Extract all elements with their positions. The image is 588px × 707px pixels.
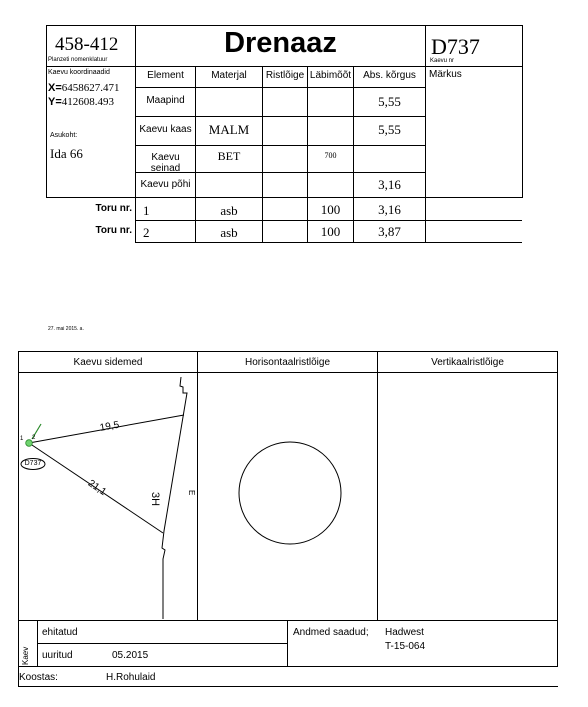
row-elevation: 5,55: [378, 94, 401, 109]
pipe-elevation: 3,87: [378, 224, 401, 239]
pipe-material: asb: [220, 203, 238, 218]
horizontal-section-circle: [239, 442, 341, 544]
y-value: 412608.493: [61, 96, 115, 108]
row-material: BET: [217, 149, 241, 163]
author-name: H.Rohulaid: [106, 672, 156, 683]
pipe-diameter: 100: [320, 224, 341, 239]
pipe-diameter: 100: [320, 202, 341, 217]
pipe-nr: 2: [143, 225, 150, 240]
job-number: T-15-064: [385, 641, 426, 652]
row-material: MALM: [208, 122, 250, 137]
surveyed-date: 05.2015: [112, 650, 149, 661]
row-element: Kaevu põhi: [140, 179, 191, 190]
y-label: Y=: [48, 96, 62, 108]
remarks-label: Märkus: [429, 69, 462, 80]
header-horizontal-section: Horisontaalristlõige: [244, 357, 331, 368]
location-value: Ida 66: [50, 146, 83, 161]
col-material: Materjal: [211, 70, 247, 81]
col-section: Ristlõige: [265, 70, 305, 81]
building-label: [147, 492, 165, 506]
dimension-21-1: 21,1: [85, 478, 109, 499]
building-label-main: 3H: [149, 492, 161, 507]
row-element: Kaevu seinad: [150, 152, 181, 174]
built-label: ehitatud: [42, 627, 78, 638]
location-label: Asukoht:: [50, 132, 78, 139]
col-elevation: Abs. kõrgus: [363, 70, 416, 81]
surveyed-label: uuritud: [42, 650, 73, 661]
building-label-sub: E: [187, 490, 196, 496]
data-from-label: Andmed saadud;: [293, 627, 369, 638]
row-elevation: 3,16: [378, 177, 401, 192]
page-title: Drenaaz: [224, 27, 337, 59]
col-diameter: Läbimõõt: [309, 70, 352, 81]
point-2-label: 2: [32, 435, 36, 441]
well-tag: D737: [24, 460, 42, 467]
header-well-links: Kaevu sidemed: [73, 357, 143, 368]
col-element: Element: [147, 70, 184, 81]
x-value: 6458627.471: [61, 82, 120, 94]
pipe-elevation: 3,16: [378, 202, 401, 217]
row-elevation: 5,55: [378, 122, 401, 137]
pipe-label: Toru nr.: [95, 203, 132, 214]
well-id: D737: [431, 34, 480, 59]
author-label: Koostas:: [19, 672, 58, 683]
well-id-label: Kaevu nr: [430, 58, 455, 64]
row-element: Kaevu kaas: [139, 124, 192, 135]
building-outline: [162, 377, 187, 619]
dimension-19-5: 19,5: [99, 419, 121, 434]
pipe-nr: 1: [143, 203, 150, 218]
pipe-label: Toru nr.: [95, 225, 132, 236]
row-element: Maapind: [146, 95, 185, 106]
row-diameter: 700: [324, 151, 337, 160]
header-vertical-section: Vertikaalristlõige: [431, 357, 504, 368]
nomenclature-number: 458-412: [55, 34, 119, 55]
company-name: Hadwest: [385, 627, 424, 638]
document-date: 27. mai 2015. a.: [48, 326, 84, 332]
pipe-material: asb: [220, 225, 238, 240]
coords-label: Kaevu koordinaadid: [48, 69, 110, 76]
nomenclature-label: Planzeti nomenklatuur: [48, 57, 108, 63]
x-label: X=: [48, 82, 62, 94]
point-1-label: 1: [20, 436, 24, 442]
footer-side-label: Kaev: [21, 646, 30, 665]
